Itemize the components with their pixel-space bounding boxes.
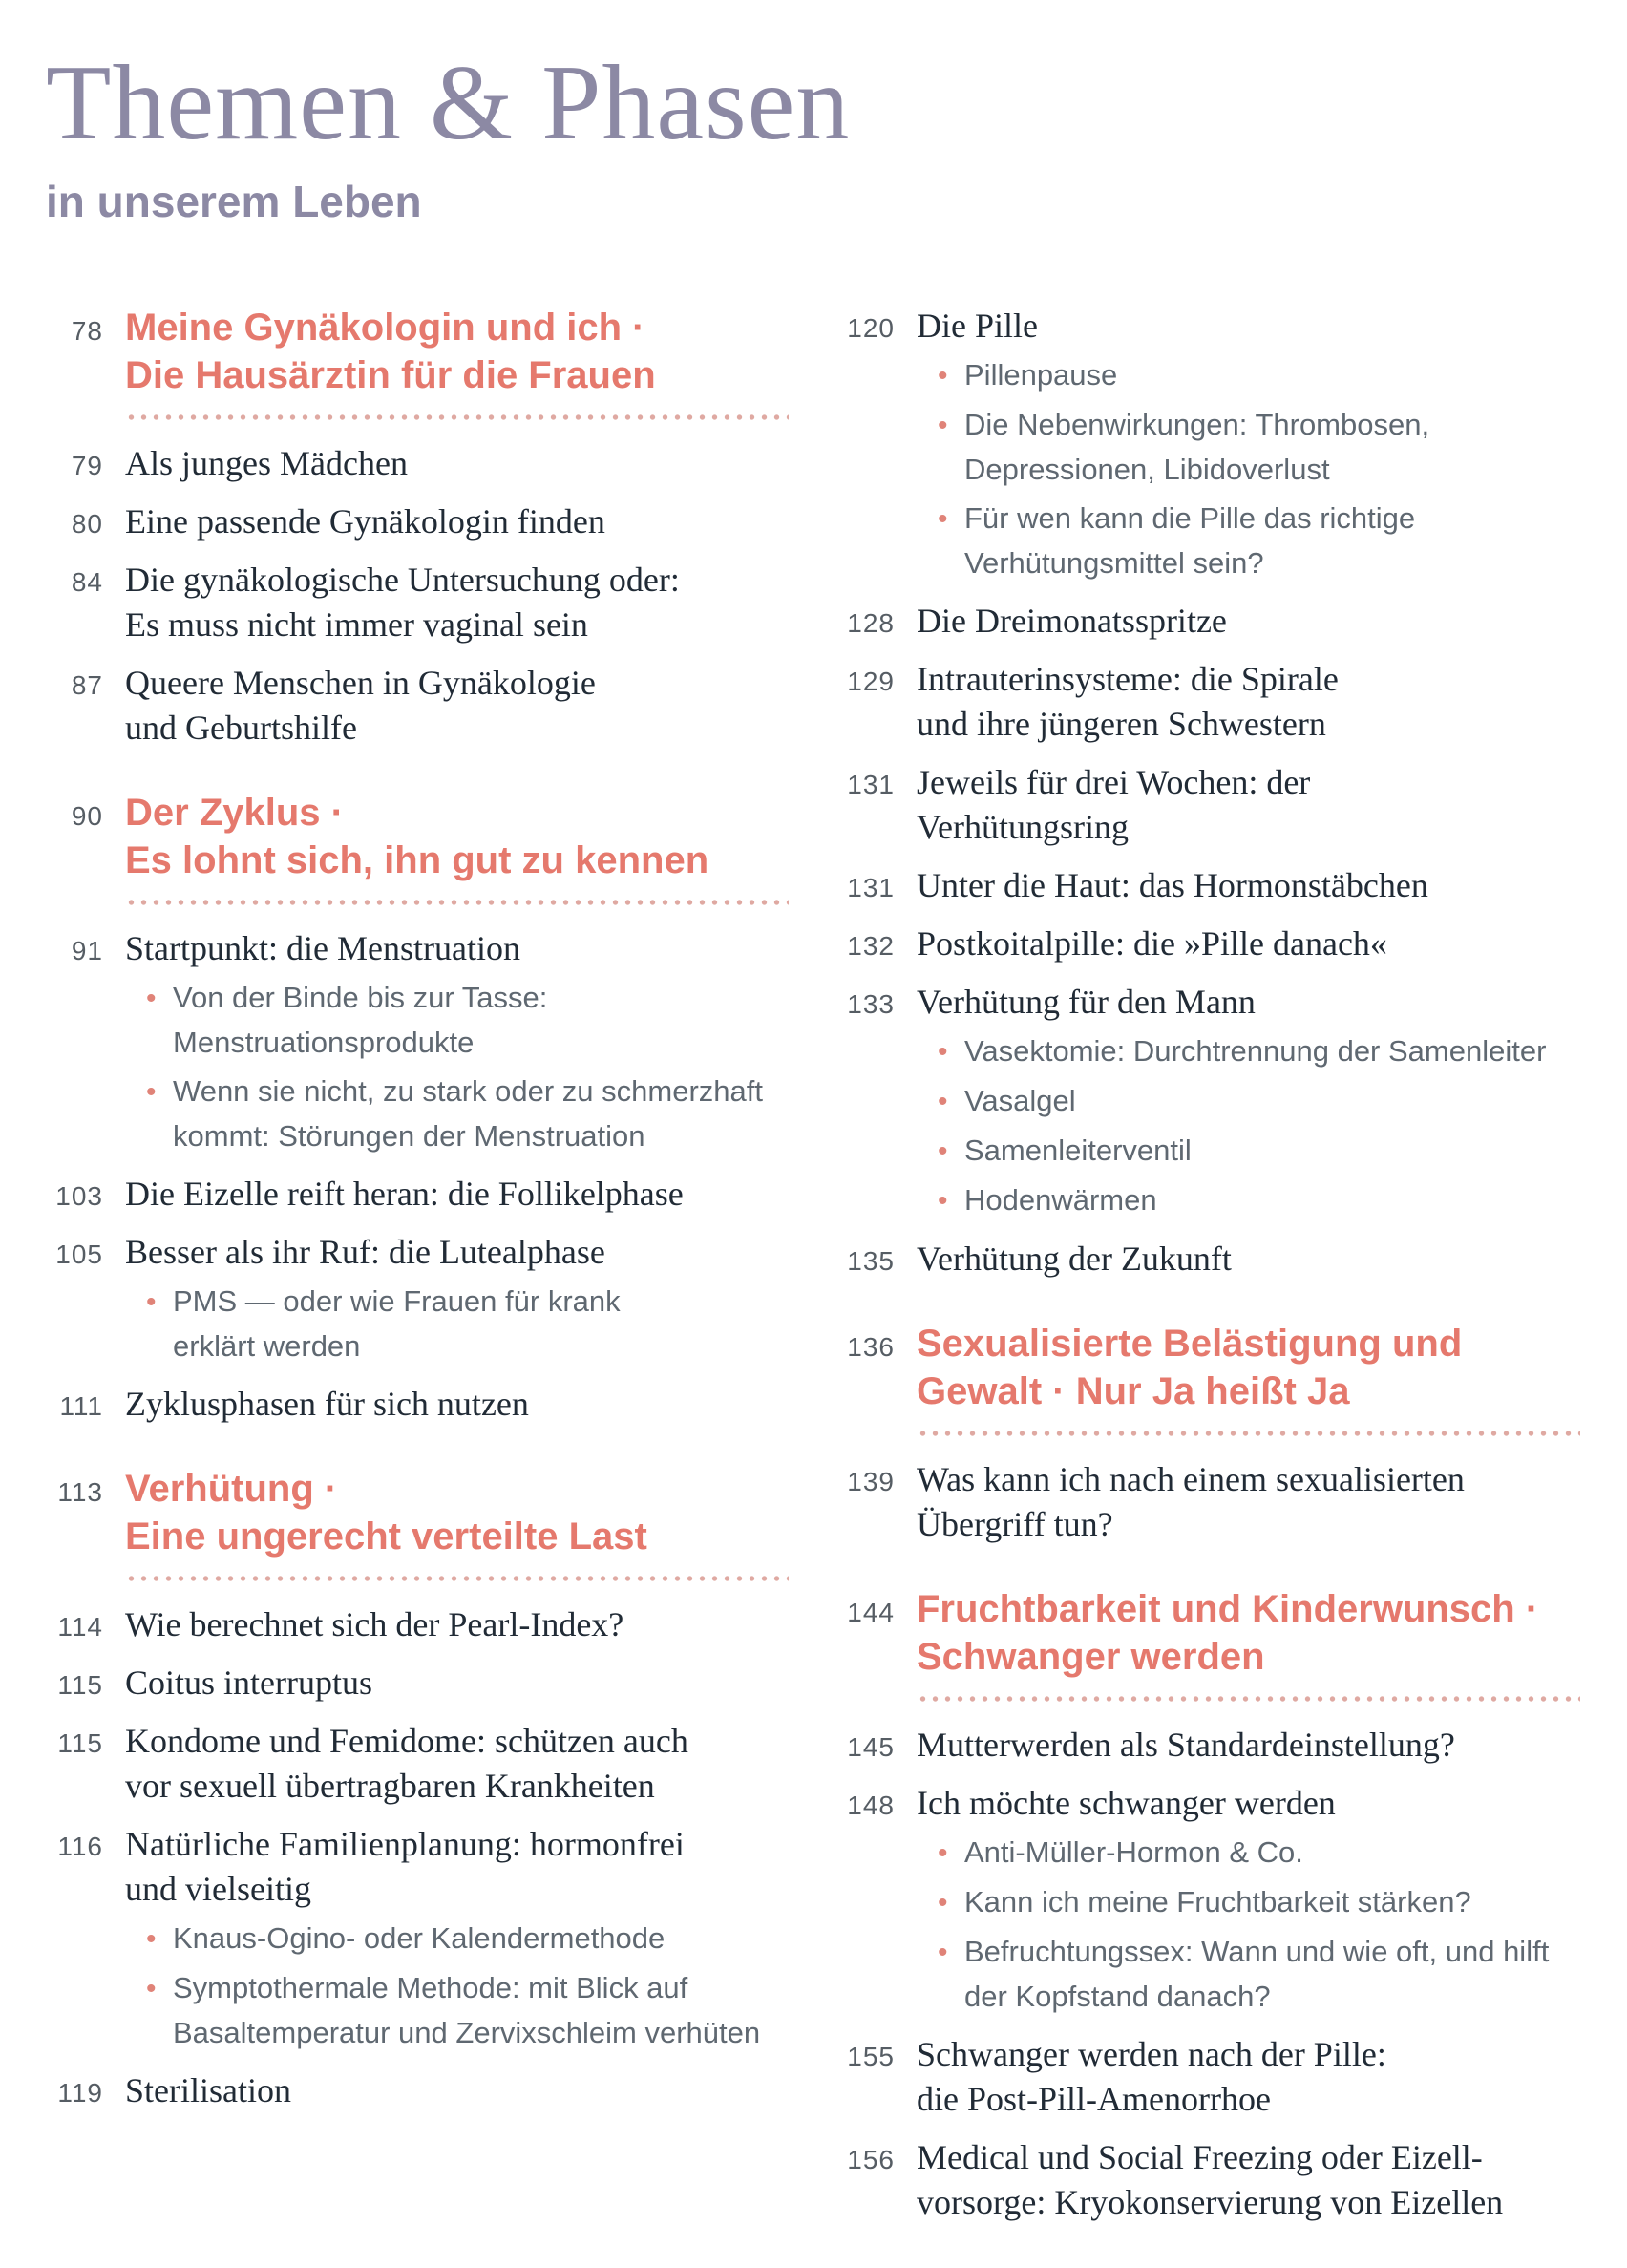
bullet-icon: • [938, 410, 948, 441]
entry-text [917, 922, 1580, 966]
subentry-text [917, 352, 1580, 398]
bullet-icon: • [146, 1076, 157, 1108]
entry-text [125, 2068, 789, 2113]
entry-text [125, 558, 789, 647]
text-line: Verhütungsring [917, 808, 1129, 846]
entry-text [125, 1822, 789, 1912]
toc-heading [46, 1465, 789, 1581]
bullet-icon: • [938, 1937, 948, 1968]
entry-text [125, 499, 789, 544]
toc-sub [837, 496, 1601, 585]
entry-text [917, 1781, 1580, 1826]
text-line: Meine Gynäkologin und ich · [125, 307, 645, 349]
entry-text [917, 1457, 1580, 1547]
entry-text [917, 1320, 1580, 1436]
page-number: 156 [847, 2145, 895, 2174]
text-line: Fruchtbarkeit und Kinderwunsch · [917, 1588, 1539, 1630]
bullet-icon: • [146, 983, 157, 1014]
text-line: Queere Menschen in Gynäkologie [125, 664, 596, 702]
toc-entry [837, 863, 1601, 908]
toc-entry [46, 1172, 789, 1217]
text-line: Befruchtungssex: Wann und wie oft, und hilft [964, 1935, 1550, 1968]
entry-text [917, 1723, 1580, 1768]
text-line: vorsorge: Kryokonservierung von Eizellen [917, 2183, 1504, 2221]
entry-text [917, 304, 1580, 349]
dotted-rule [125, 900, 789, 905]
toc-entry [837, 760, 1601, 850]
page-number: 78 [71, 316, 103, 346]
toc-entry [46, 558, 789, 647]
text-line: der Kopfstand danach? [964, 1980, 1271, 2013]
page-number: 129 [847, 667, 895, 696]
bullet-icon: • [146, 1973, 157, 2004]
text-line: Es lohnt sich, ihn gut zu kennen [125, 839, 709, 881]
subentry-text [125, 975, 789, 1065]
entry-text [125, 1382, 789, 1427]
subentry-text [917, 1177, 1580, 1223]
toc-sub [46, 1965, 789, 2055]
text-line: Postkoitalpille: die »Pille danach« [917, 924, 1387, 963]
text-line: Die Dreimonatsspritze [917, 602, 1227, 640]
toc-column [46, 304, 789, 2127]
page-number: 148 [847, 1791, 895, 1820]
text-line: Samenleiterventil [964, 1134, 1192, 1167]
page-number: 136 [847, 1332, 895, 1362]
text-line: Sterilisation [125, 2071, 291, 2109]
text-line: Kondome und Femidome: schützen auch [125, 1722, 688, 1760]
text-line: Basaltemperatur und Zervixschleim verhüten [173, 2016, 761, 2049]
text-line: Ich möchte schwanger werden [917, 1784, 1336, 1822]
text-line: Medical und Social Freezing oder Eizell- [917, 2138, 1483, 2176]
text-line: Verhütung · [125, 1468, 338, 1510]
text-line: vor sexuell übertragbaren Krankheiten [125, 1767, 655, 1805]
text-line: Zyklusphasen für sich nutzen [125, 1385, 529, 1423]
text-line: Die Eizelle reift heran: die Follikelphase [125, 1175, 684, 1213]
page-number: 114 [57, 1612, 103, 1642]
page-number: 115 [57, 1670, 103, 1700]
toc-entry [837, 922, 1601, 966]
text-line: Gewalt · Nur Ja heißt Ja [917, 1370, 1350, 1412]
subentry-text [917, 1879, 1580, 1925]
entry-text [917, 1237, 1580, 1282]
text-line: Sexualisierte Belästigung und [917, 1323, 1463, 1365]
page-number: 115 [57, 1728, 103, 1758]
bullet-icon: • [938, 1135, 948, 1167]
toc-sub [837, 402, 1601, 492]
toc-entry [46, 1230, 789, 1275]
page-number: 131 [847, 770, 895, 799]
subentry-text [125, 1279, 789, 1368]
entry-text [917, 2032, 1580, 2122]
toc-sub [837, 1028, 1601, 1074]
toc-entry [837, 2032, 1601, 2122]
text-line: Schwanger werden nach der Pille: [917, 2035, 1386, 2073]
text-line: Der Zyklus · [125, 792, 344, 834]
text-line: Besser als ihr Ruf: die Lutealphase [125, 1233, 605, 1271]
page-number: 90 [71, 801, 103, 831]
page-number: 87 [71, 670, 103, 700]
entry-text [125, 789, 789, 905]
toc-sub [837, 1078, 1601, 1124]
entry-text [917, 980, 1580, 1025]
toc-entry [46, 1719, 789, 1809]
text-line: Von der Binde bis zur Tasse: [173, 981, 548, 1014]
dotted-rule [917, 1696, 1580, 1702]
page-number: 145 [847, 1732, 895, 1762]
text-line: Vasalgel [964, 1084, 1076, 1117]
entry-text [125, 1230, 789, 1275]
toc-entry [837, 1237, 1601, 1282]
text-line: Unter die Haut: das Hormonstäbchen [917, 866, 1428, 904]
toc-entry [837, 599, 1601, 644]
page-number: 79 [71, 451, 103, 480]
text-line: die Post-Pill-Amenorrhoe [917, 2080, 1271, 2118]
page-number: 155 [847, 2042, 895, 2071]
text-line: Wie berechnet sich der Pearl-Index? [125, 1605, 624, 1643]
text-line: Coitus interruptus [125, 1664, 372, 1702]
text-line: Anti-Müller-Hormon & Co. [964, 1835, 1303, 1869]
toc-sub [837, 1929, 1601, 2019]
entry-text [917, 599, 1580, 644]
subentry-text [917, 1028, 1580, 1074]
page-number: 91 [71, 936, 103, 965]
text-line: Natürliche Familienplanung: hormonfrei [125, 1825, 685, 1863]
entry-text [917, 1585, 1580, 1702]
text-line: und Geburtshilfe [125, 709, 357, 747]
toc-sub [46, 975, 789, 1065]
text-line: Depressionen, Libidoverlust [964, 453, 1330, 486]
page-number: 131 [847, 873, 895, 902]
entry-text [125, 1602, 789, 1647]
entry-text [125, 441, 789, 486]
toc-sub [837, 352, 1601, 398]
toc-sub [837, 1177, 1601, 1223]
bullet-icon: • [146, 1286, 157, 1318]
entry-text [125, 661, 789, 751]
toc-heading [46, 789, 789, 905]
page-number: 105 [55, 1240, 103, 1269]
subentry-text [917, 1830, 1580, 1876]
toc-entry [837, 2135, 1601, 2225]
text-line: Knaus-Ogino- oder Kalendermethode [173, 1921, 666, 1955]
text-line: Eine passende Gynäkologin finden [125, 502, 605, 541]
text-line: Verhütungsmittel sein? [964, 546, 1264, 580]
toc-entry [837, 304, 1601, 349]
page-number: 139 [847, 1467, 895, 1496]
dotted-rule [917, 1431, 1580, 1436]
toc-columns [46, 304, 1627, 2238]
toc-entry [46, 1822, 789, 1912]
toc-sub [46, 1069, 789, 1158]
bullet-icon: • [938, 1887, 948, 1918]
toc-entry [46, 441, 789, 486]
page-number: 116 [57, 1832, 103, 1861]
toc-entry [837, 980, 1601, 1025]
page-number: 132 [847, 931, 895, 961]
subentry-text [125, 1965, 789, 2055]
toc-heading [837, 1585, 1601, 1702]
bullet-icon: • [146, 1923, 157, 1955]
page-number: 103 [55, 1181, 103, 1211]
dotted-rule [125, 1576, 789, 1581]
bullet-icon: • [938, 360, 948, 392]
entry-text [125, 1172, 789, 1217]
subentry-text [125, 1069, 789, 1158]
text-line: Startpunkt: die Menstruation [125, 929, 520, 967]
toc-sub [46, 1279, 789, 1368]
bullet-icon: • [938, 1036, 948, 1068]
text-line: Was kann ich nach einem sexualisierten [917, 1460, 1465, 1498]
text-line: Für wen kann die Pille das richtige [964, 501, 1416, 535]
page-number: 144 [847, 1598, 895, 1627]
text-line: Pillenpause [964, 358, 1118, 392]
text-line: kommt: Störungen der Menstruation [173, 1119, 645, 1153]
text-line: Die Nebenwirkungen: Thrombosen, [964, 408, 1430, 441]
toc-entry [46, 1382, 789, 1427]
toc-heading [46, 304, 789, 420]
text-line: Es muss nicht immer vaginal sein [125, 605, 588, 644]
text-line: Mutterwerden als Standardeinstellung? [917, 1726, 1455, 1764]
entry-text [125, 926, 789, 971]
toc-entry [837, 1457, 1601, 1547]
subentry-text [125, 1916, 789, 1961]
toc-entry [46, 1602, 789, 1647]
toc-column [837, 304, 1601, 2238]
page-number: 128 [847, 608, 895, 638]
text-line: erklärt werden [173, 1329, 361, 1363]
text-line: Die Hausärztin für die Frauen [125, 354, 656, 396]
toc-sub [46, 1916, 789, 1961]
page-number: 113 [57, 1477, 103, 1507]
toc-entry [46, 1661, 789, 1706]
page-number: 84 [71, 567, 103, 597]
text-line: Als junges Mädchen [125, 444, 408, 482]
text-line: Die Pille [917, 307, 1038, 345]
toc-entry [46, 499, 789, 544]
bullet-icon: • [938, 1185, 948, 1217]
entry-text [917, 863, 1580, 908]
text-line: Verhütung der Zukunft [917, 1240, 1232, 1278]
text-line: Übergriff tun? [917, 1505, 1113, 1543]
text-line: Kann ich meine Fruchtbarkeit stärken? [964, 1885, 1471, 1918]
entry-text [125, 1465, 789, 1581]
text-line: Vasektomie: Durchtrennung der Samenleiter [964, 1034, 1547, 1068]
page-number: 120 [847, 313, 895, 343]
entry-text [917, 2135, 1580, 2225]
text-line: Wenn sie nicht, zu stark oder zu schmerzhaft [173, 1074, 763, 1108]
toc-sub [837, 1830, 1601, 1876]
text-line: Jeweils für drei Wochen: der [917, 763, 1311, 801]
text-line: und ihre jüngeren Schwestern [917, 705, 1326, 743]
subentry-text [917, 496, 1580, 585]
dotted-rule [125, 414, 789, 420]
toc-entry [837, 1781, 1601, 1826]
page-title: Themen & Phasen [46, 44, 851, 162]
page-subtitle: in unserem Leben [46, 177, 422, 226]
page-number: 111 [59, 1391, 103, 1421]
text-line: Eine ungerecht verteilte Last [125, 1516, 647, 1558]
entry-text [125, 1719, 789, 1809]
page-number: 119 [57, 2078, 103, 2108]
toc-sub [837, 1128, 1601, 1174]
page-number: 135 [847, 1246, 895, 1276]
entry-text [917, 760, 1580, 850]
bullet-icon: • [938, 1086, 948, 1117]
entry-text [125, 1661, 789, 1706]
bullet-icon: • [938, 503, 948, 535]
toc-heading [837, 1320, 1601, 1436]
toc-sub [837, 1879, 1601, 1925]
subentry-text [917, 1128, 1580, 1174]
subentry-text [917, 1078, 1580, 1124]
text-line: Intrauterinsysteme: die Spirale [917, 660, 1339, 698]
entry-text [125, 304, 789, 420]
toc-entry [46, 661, 789, 751]
text-line: Schwanger werden [917, 1636, 1265, 1678]
text-line: Hodenwärmen [964, 1183, 1157, 1217]
subentry-text [917, 1929, 1580, 2019]
text-line: Symptothermale Methode: mit Blick auf [173, 1971, 688, 2004]
toc-entry [837, 1723, 1601, 1768]
toc-entry [46, 2068, 789, 2113]
subentry-text [917, 402, 1580, 492]
toc-entry [837, 657, 1601, 747]
text-line: PMS — oder wie Frauen für krank [173, 1284, 621, 1318]
text-line: Die gynäkologische Untersuchung oder: [125, 561, 680, 599]
page-number: 133 [847, 989, 895, 1019]
page-number: 80 [71, 509, 103, 539]
bullet-icon: • [938, 1837, 948, 1869]
text-line: Menstruationsprodukte [173, 1026, 475, 1059]
toc-entry [46, 926, 789, 971]
text-line: und vielseitig [125, 1870, 311, 1908]
entry-text [917, 657, 1580, 747]
text-line: Verhütung für den Mann [917, 983, 1256, 1021]
